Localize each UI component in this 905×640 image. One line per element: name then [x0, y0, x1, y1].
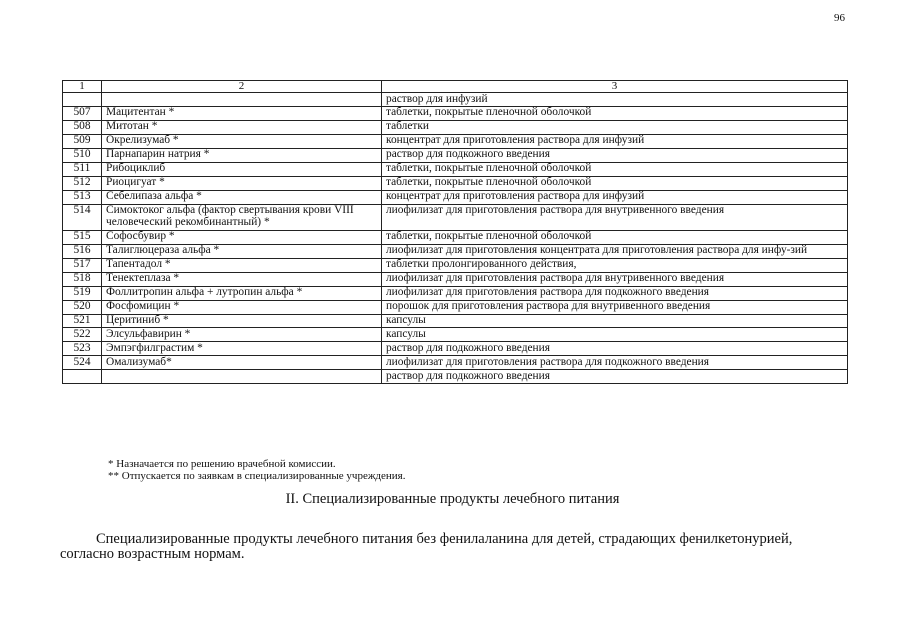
- row-number: 524: [63, 356, 102, 370]
- drug-name: Окрелизумаб *: [102, 134, 382, 148]
- dosage-form: лиофилизат для приготовления раствора для подкожного введения: [382, 356, 848, 370]
- row-number: 509: [63, 134, 102, 148]
- table-row: [63, 370, 848, 384]
- page-number: 96: [834, 12, 845, 24]
- table-row: [63, 286, 848, 300]
- row-number: 523: [63, 342, 102, 356]
- drug-name: Омализумаб*: [102, 356, 382, 370]
- drug-name: Тапентадол *: [102, 258, 382, 272]
- dosage-form: концентрат для приготовления раствора для инфузий: [382, 134, 848, 148]
- row-number: 522: [63, 328, 102, 342]
- table-row: [63, 244, 848, 258]
- drug-name: Фосфомицин *: [102, 300, 382, 314]
- footnote-2: ** Отпускается по заявкам в специализированные учреждения.: [108, 469, 406, 482]
- table-row: [63, 162, 848, 176]
- table-row: [63, 120, 848, 134]
- row-number: 516: [63, 244, 102, 258]
- dosage-form: лиофилизат для приготовления раствора для подкожного введения: [382, 286, 848, 300]
- table-row: [63, 134, 848, 148]
- drug-name: Эмпэгфилграстим *: [102, 342, 382, 356]
- table-row: [63, 93, 848, 107]
- dosage-form: порошок для приготовления раствора для внутривенного введения: [382, 300, 848, 314]
- table-row: [63, 328, 848, 342]
- row-number: 517: [63, 258, 102, 272]
- drug-name: Рибоциклиб: [102, 162, 382, 176]
- row-number: 507: [63, 106, 102, 120]
- row-number: 515: [63, 230, 102, 244]
- table-row: [63, 300, 848, 314]
- dosage-form: раствор для инфузий: [382, 93, 848, 107]
- table-row: [63, 176, 848, 190]
- table-row: [63, 258, 848, 272]
- dosage-form: лиофилизат для приготовления концентрата для приготовления раствора для инфу-зий: [382, 244, 848, 258]
- row-number: 519: [63, 286, 102, 300]
- dosage-form: раствор для подкожного введения: [382, 148, 848, 162]
- dosage-form: лиофилизат для приготовления раствора для внутривенного введения: [382, 272, 848, 286]
- dosage-form: лиофилизат для приготовления раствора для внутривенного введения: [382, 204, 848, 230]
- row-number: 511: [63, 162, 102, 176]
- drug-name: [102, 93, 382, 107]
- row-number: [63, 93, 102, 107]
- row-number: 510: [63, 148, 102, 162]
- section-title: II. Специализированные продукты лечебного питания: [285, 491, 620, 507]
- table-header-row: [63, 81, 848, 93]
- drug-table: [62, 80, 848, 384]
- table-row: [63, 230, 848, 244]
- drug-name: Талиглюцераза альфа *: [102, 244, 382, 258]
- table-row: [63, 342, 848, 356]
- dosage-form: таблетки, покрытые пленочной оболочкой: [382, 162, 848, 176]
- row-number: 520: [63, 300, 102, 314]
- table-row: [63, 190, 848, 204]
- header-col-3: 3: [382, 81, 848, 93]
- table-header: [63, 81, 848, 93]
- dosage-form: таблетки пролонгированного действия,: [382, 258, 848, 272]
- drug-name: Мацитентан *: [102, 106, 382, 120]
- drug-name: Фоллитропин альфа + лутропин альфа *: [102, 286, 382, 300]
- header-col-1: 1: [63, 81, 102, 93]
- table-row: [63, 272, 848, 286]
- row-number: 512: [63, 176, 102, 190]
- drug-name: [102, 370, 382, 384]
- dosage-form: таблетки, покрытые пленочной оболочкой: [382, 106, 848, 120]
- row-number: 521: [63, 314, 102, 328]
- row-number: 518: [63, 272, 102, 286]
- dosage-form: раствор для подкожного введения: [382, 342, 848, 356]
- header-col-2: 2: [102, 81, 382, 93]
- table-row: [63, 356, 848, 370]
- table-row: [63, 204, 848, 230]
- drug-name: Церитиниб *: [102, 314, 382, 328]
- footnotes: [108, 459, 406, 482]
- drug-name: Симоктоког альфа (фактор свертывания крови VIII человеческий рекомбинантный) *: [102, 204, 382, 230]
- table-body: [63, 93, 848, 384]
- drug-name: Себелипаза альфа *: [102, 190, 382, 204]
- row-number: 513: [63, 190, 102, 204]
- dosage-form: концентрат для приготовления раствора для инфузий: [382, 190, 848, 204]
- dosage-form: капсулы: [382, 314, 848, 328]
- table-row: [63, 314, 848, 328]
- row-number: [63, 370, 102, 384]
- dosage-form: таблетки, покрытые пленочной оболочкой: [382, 176, 848, 190]
- dosage-form: капсулы: [382, 328, 848, 342]
- footnote-1: * Назначается по решению врачебной комиссии.: [108, 458, 336, 470]
- table-row: [63, 106, 848, 120]
- drug-name: Софосбувир *: [102, 230, 382, 244]
- dosage-form: таблетки: [382, 120, 848, 134]
- dosage-form: таблетки, покрытые пленочной оболочкой: [382, 230, 848, 244]
- row-number: 508: [63, 120, 102, 134]
- body-paragraph: Специализированные продукты лечебного питания без фенилаланина для детей, страдающих фенилкетонурией, согласно возрастным нормам.: [60, 531, 793, 562]
- row-number: 514: [63, 204, 102, 230]
- drug-name: Риоцигуат *: [102, 176, 382, 190]
- drug-name: Тенектеплаза *: [102, 272, 382, 286]
- drug-name: Митотан *: [102, 120, 382, 134]
- table-row: [63, 148, 848, 162]
- dosage-form: раствор для подкожного введения: [382, 370, 848, 384]
- drug-name: Элсульфавирин *: [102, 328, 382, 342]
- drug-name: Парнапарин натрия *: [102, 148, 382, 162]
